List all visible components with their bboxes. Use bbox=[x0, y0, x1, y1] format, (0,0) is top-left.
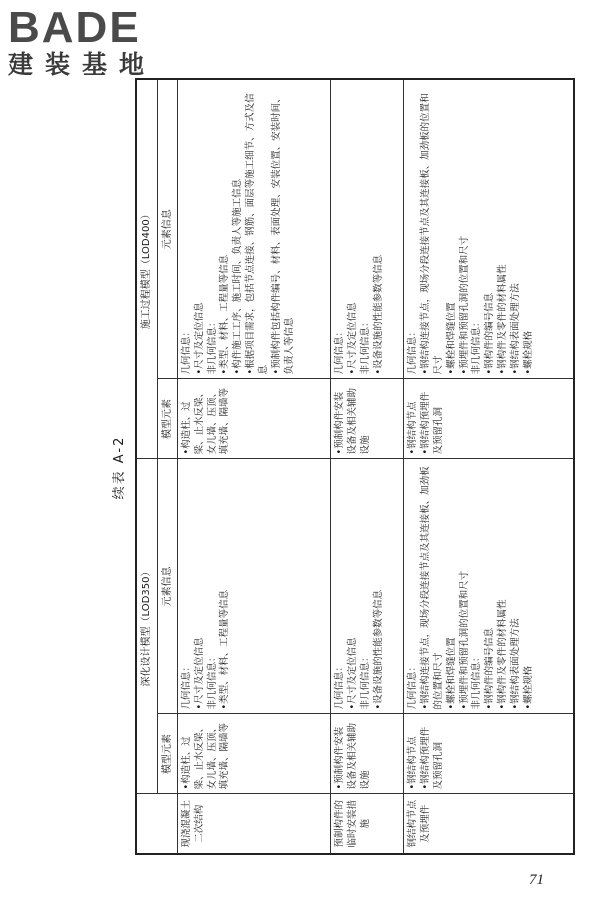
row-category: 现浇混凝土二次结构 bbox=[178, 794, 331, 854]
lod400-group-header: 施工过程模型（LOD400） bbox=[136, 79, 157, 459]
table-row bbox=[178, 79, 331, 854]
group-header-row bbox=[136, 79, 157, 854]
lod400-model-elements: •钢结构节点 •钢结构预埋件及预留孔洞 bbox=[404, 379, 574, 459]
logo-text: BADE bbox=[8, 3, 141, 52]
lod350-elements-header: 模型元素 bbox=[157, 714, 178, 794]
category-header-cell bbox=[136, 794, 178, 854]
lod400-info-header: 元素信息 bbox=[157, 79, 178, 379]
table-row bbox=[331, 79, 404, 854]
lod400-element-info: 几何信息： •尺寸及定位信息 非几何信息： •类型、材料、工程量等信息 •构件施工工序、施工时间、负责人等施工信息 •根据项目需求，包括节点连接、钢筋、面层等施工细节、方式及信息 •预制构件包括构件编号、材料、表面处理、安装位置、安装时间、负责人等信息 bbox=[178, 79, 331, 379]
lod350-model-elements: •构造柱、过梁、止水反梁、女儿墙、压顶、填充墙、隔墙等 bbox=[178, 714, 331, 794]
lod350-info-header: 元素信息 bbox=[157, 459, 178, 714]
brand-logo bbox=[8, 3, 208, 80]
rotated-table-page bbox=[105, 80, 585, 855]
lod400-element-info: 几何信息： •钢结构连接节点，现场分段连接节点及其连接板、加劲板的位置和尺寸 •螺栓和焊缝位置 •预埋件和预留孔洞的位置和尺寸 非几何信息： •钢构件的编号信息 •钢构件及零件的材料属性 •钢结构表面处理方法 •螺栓规格 bbox=[404, 79, 574, 379]
lod350-element-info: 几何信息： •尺寸及定位信息 非几何信息： •类型、材料、工程量等信息 bbox=[178, 459, 331, 714]
lod350-element-info: 几何信息： •钢结构连接节点，现场分段连接节点及其连接板、加劲板的位置和尺寸 •螺栓和焊缝位置 •预埋件和预留孔洞的位置和尺寸 非几何信息： •钢构件的编号信息 •钢构件及零件的材料属性 •钢结构表面处理方法 •螺栓规格 bbox=[404, 459, 574, 714]
row-category: 钢结构节点及预埋件 bbox=[404, 794, 574, 854]
table-row bbox=[404, 79, 574, 854]
lod350-group-header: 深化设计模型（LOD350） bbox=[136, 459, 157, 794]
lod400-element-info: 几何信息： •尺寸及定位信息 非几何信息： •设备设施的性能参数等信息 bbox=[331, 79, 404, 379]
table-caption: 续表 A-2 bbox=[112, 435, 127, 500]
lod350-model-elements: •预制构件安装设备及相关辅助设施 bbox=[331, 714, 404, 794]
spec-table bbox=[135, 78, 575, 855]
lod350-element-info: 几何信息： •尺寸及定位信息 非几何信息： •设备设施的性能参数等信息 bbox=[331, 459, 404, 714]
page-number: 71 bbox=[529, 872, 544, 888]
column-header-row bbox=[157, 79, 178, 854]
lod350-model-elements: •钢结构节点 •钢结构预埋件及预留孔洞 bbox=[404, 714, 574, 794]
lod400-elements-header: 模型元素 bbox=[157, 379, 178, 459]
row-category: 预制构件的临时安装措施 bbox=[331, 794, 404, 854]
lod400-model-elements: •预制构件安装设备及相关辅助设施 bbox=[331, 379, 404, 459]
lod400-model-elements: •构造柱、过梁、止水反梁、女儿墙、压顶、填充墙、隔墙等 bbox=[178, 379, 331, 459]
logo-subtitle: 建装基地 bbox=[8, 50, 157, 79]
